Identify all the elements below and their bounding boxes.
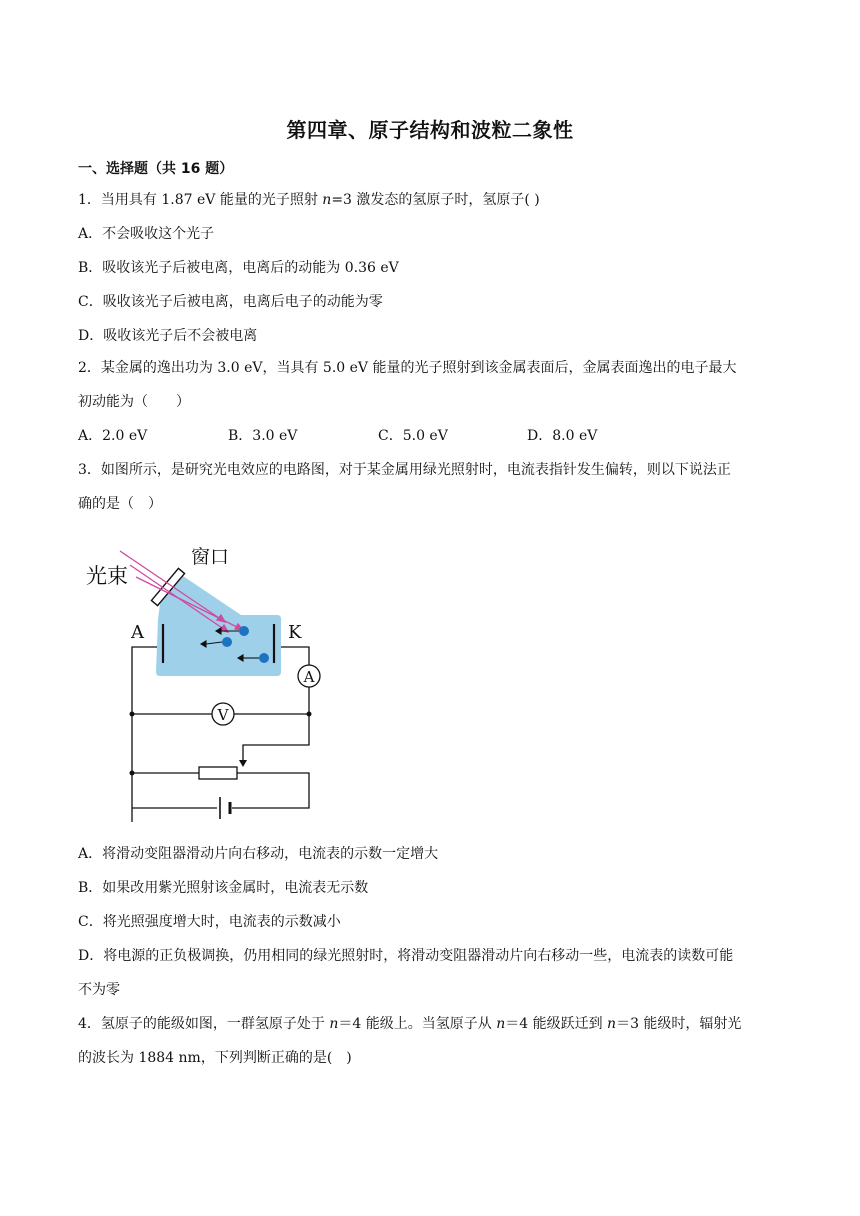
question-4-stem xyxy=(78,1014,741,1034)
question-1-stem xyxy=(78,190,540,210)
q3-option-c: C．将光照强度增大时，电流表的示数减小 xyxy=(78,914,341,930)
q3-option-d-cont: 不为零 xyxy=(78,982,120,998)
q4-n-variable: n xyxy=(329,1016,339,1032)
question-4-stem-cont: 的波长为 1884 nm，下列判断正确的是( ) xyxy=(78,1050,352,1066)
q1-option-c: C．吸收该光子后被电离，电离后电子的动能为零 xyxy=(78,294,383,310)
q1-option-d: D．吸收该光子后不会被电离 xyxy=(78,328,258,344)
q2-option-b: B．3.0 eV xyxy=(228,428,298,444)
beam-label: 光束 xyxy=(86,564,128,588)
q4-text-b: ＝4 能级上。当氢原子从 xyxy=(338,1016,497,1032)
rheostat-slider xyxy=(239,760,247,767)
q2-option-d: D．8.0 eV xyxy=(527,428,598,444)
question-3-stem-cont: 确的是（ ） xyxy=(78,496,162,512)
page-title: 第四章、原子结构和波粒二象性 xyxy=(286,118,574,142)
question-2-stem: 2．某金属的逸出功为 3.0 eV，当具有 5.0 eV 能量的光子照射到该金属表面后，金属表面逸出的电子最大 xyxy=(78,360,737,376)
q4-text-d: ＝3 能级时，辐射光 xyxy=(616,1016,742,1032)
q2-option-a: A．2.0 eV xyxy=(78,428,148,444)
q1-n-variable: n xyxy=(322,192,332,208)
anode-label: A xyxy=(131,622,144,643)
q4-text-a: 4．氢原子的能级如图，一群氢原子处于 xyxy=(78,1016,330,1032)
q1-option-b: B．吸收该光子后被电离，电离后的动能为 0.36 eV xyxy=(78,260,399,276)
q3-option-b: B．如果改用紫光照射该金属时，电流表无示数 xyxy=(78,880,369,896)
section-heading: 一、选择题（共 16 题） xyxy=(78,161,234,177)
q1-option-a: A．不会吸收这个光子 xyxy=(78,226,215,242)
rheostat xyxy=(199,767,237,779)
q2-option-c: C．5.0 eV xyxy=(378,428,448,444)
q3-option-a: A．将滑动变阻器滑动片向右移动，电流表的示数一定增大 xyxy=(78,846,439,862)
window-label: 窗口 xyxy=(191,546,230,568)
question-3-stem: 3．如图所示，是研究光电效应的电路图，对于某金属用绿光照射时，电流表指针发生偏转，则以下说法正 xyxy=(78,462,731,478)
voltmeter-label: V xyxy=(217,706,229,724)
q3-option-d: D．将电源的正负极调换，仍用相同的绿光照射时，将滑动变阻器滑动片向右移动一些，电流表的读数可能 xyxy=(78,948,734,964)
question-2-stem-cont: 初动能为（ ） xyxy=(78,394,190,410)
q1-pre-text: 1．当用具有 1.87 eV 能量的光子照射 xyxy=(78,192,323,208)
q1-post-text: =3 激发态的氢原子时，氢原子( ) xyxy=(331,192,540,208)
cathode-label: K xyxy=(288,622,302,643)
photoelectric-circuit-figure xyxy=(80,540,330,822)
q4-n-variable: n xyxy=(496,1016,506,1032)
q4-text-c: ＝4 能级跃迁到 xyxy=(505,1016,608,1032)
q4-n-variable: n xyxy=(607,1016,617,1032)
ammeter-label: A xyxy=(303,668,315,686)
